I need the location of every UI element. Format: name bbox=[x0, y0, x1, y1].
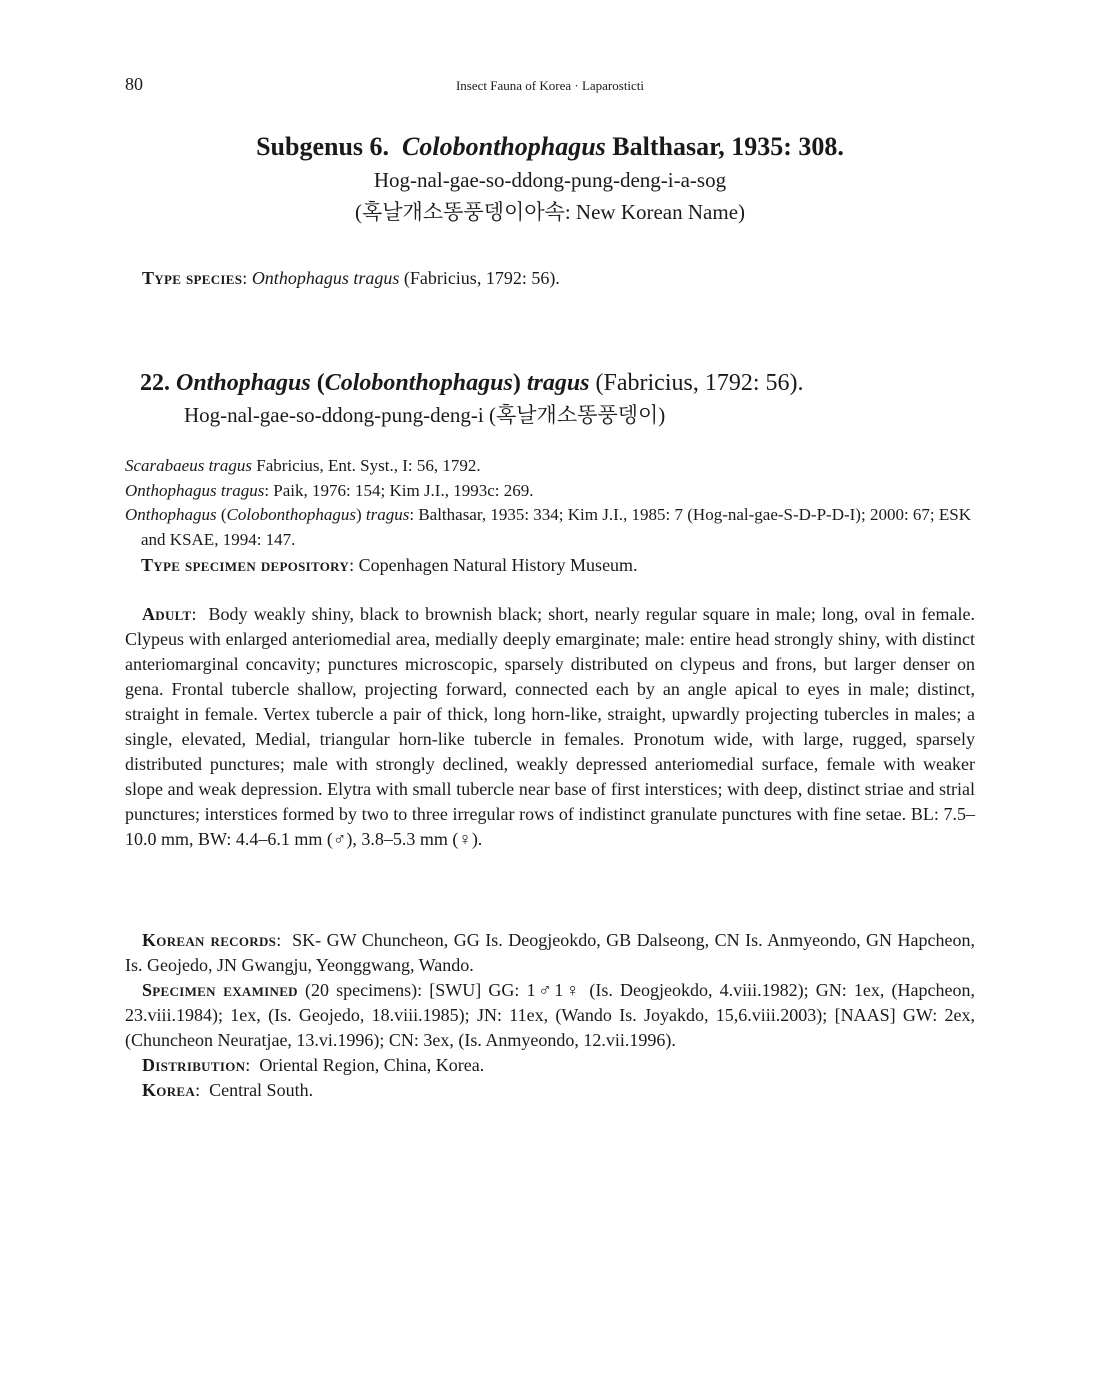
type-species-citation: (Fabricius, 1792: 56). bbox=[403, 268, 560, 288]
species-number: 22. bbox=[140, 370, 170, 396]
synonym-name: Scarabaeus tragus bbox=[125, 456, 253, 475]
specimens-examined bbox=[125, 978, 975, 1053]
species-heading bbox=[140, 366, 804, 430]
korean-records-text: SK- GW Chuncheon, GG Is. Deogjeokdo, GB Dalseong, CN Is. Anmyeondo, GN Hapcheon, Is. Geojedo, JN Gwangju, Yeonggwang, Wando. bbox=[125, 930, 975, 975]
species-title: 22. Onthophagus (Colobonthophagus) tragus (Fabricius, 1792: 56). bbox=[140, 370, 804, 396]
species-epithet: tragus bbox=[526, 370, 590, 396]
synonym-epithet: tragus bbox=[365, 505, 410, 524]
korea-text: Central South. bbox=[209, 1080, 314, 1100]
subgenus-romanized-name: Hog-nal-gae-so-ddong-pung-deng-i-a-sog bbox=[373, 168, 727, 192]
type-species-name: Onthophagus tragus bbox=[251, 268, 400, 288]
page-number: 80 bbox=[125, 74, 143, 94]
synonym-name: Onthophagus tragus bbox=[125, 480, 265, 500]
subgenus-heading bbox=[0, 130, 1100, 228]
distribution-label: Distribution bbox=[142, 1055, 246, 1075]
synonym-citation: : Paik, 1976: 154; Kim J.I., 1993c: 269. bbox=[264, 480, 534, 500]
running-title: Insect Fauna of Korea · Laparosticti bbox=[455, 78, 645, 93]
specimens-examined-text: (20 specimens): [SWU] GG: 1♂1♀ (Is. Deogjeokdo, 4.viii.1982); GN: 1ex, (Hapcheon, 23.viii.1984); 1ex, (Is. Geojedo, 18.viii.1985); JN: 11ex, (Wando Is. Joyakdo, 15,6.viii.2003); [NAAS] GW: 2ex, (Chuncheon Neuratjae, 13.vi.1996); CN: 3ex, (Is. Anmyeondo, 12.vii.1996). bbox=[125, 980, 975, 1050]
synonym-genus: Onthophagus bbox=[125, 505, 217, 524]
synonym-entry bbox=[125, 454, 975, 479]
korea-range: Korea: Central South. bbox=[142, 1080, 314, 1100]
species-subgenus: Colobonthophagus bbox=[324, 370, 513, 396]
subgenus-prefix: Subgenus 6. bbox=[256, 132, 390, 161]
type-species-line: Type species: Onthophagus tragus (Fabricius, 1792: 56). bbox=[142, 268, 560, 288]
adult-text: Body weakly shiny, black to brownish black; short, nearly regular square in male; long, oval in female. Clypeus with enlarged anteriomedial area, medially deeply emarginate; male: entire head strongly shiny, with distinct anteriomarginal concavity; punctures microscopic, sparsely distributed on clypeus and frons, but larger denser on gena. Frontal tubercle shallow, projecting forward, connected each by an angle apical to eyes in male; distinct, straight in female. Vertex tubercle a pair of thick, long horn-like, straight, upwardly projecting tubercles in males; a single, elevated, Medial, triangular horn-like tubercle in females. Pronotum wide, with large, rugged, sparsely distributed punctures; male with strongly declined, weakly depressed anteriomedial surface, female with weaker slope and weak depression. Elytra with small tubercle near base of first interstices; with deep, distinct striae and strial punctures; interstices formed by two to three irregular rows of indistinct granulate punctures with fine setae. BL: 7.5–10.0 mm, BW: 4.4–6.1 mm (♂), 3.8–5.3 mm (♀). bbox=[125, 604, 975, 849]
korean-records-label: Korean records bbox=[142, 930, 277, 950]
depository-label: Type specimen depository bbox=[141, 555, 350, 575]
species-genus: Onthophagus bbox=[176, 370, 311, 396]
adult-label: Adult bbox=[142, 604, 192, 624]
synonym-citation: Fabricius, Ent. Syst., I: 56, 1792. bbox=[252, 456, 481, 475]
type-species-label: Type species bbox=[142, 268, 243, 288]
species-author: (Fabricius, 1792: 56). bbox=[595, 370, 804, 396]
synonym-entry: Onthophagus (Colobonthophagus) tragus: Balthasar, 1935: 334; Kim J.I., 1985: 7 (Hog-nal-gae-S-D-P-D-I); 2000: 67; ESK and KSAE, 1994: 147. bbox=[125, 505, 971, 549]
specimens-examined-label: Specimen examined bbox=[142, 980, 298, 1000]
synonym-subgenus: Colobonthophagus bbox=[226, 505, 356, 524]
subgenus-title bbox=[0, 130, 1100, 164]
subgenus-korean-name: (혹날개소똥풍뎅이아속: New Korean Name) bbox=[354, 200, 746, 224]
depository-value: Copenhagen Natural History Museum. bbox=[358, 555, 638, 575]
adult-description: Adult: Body weakly shiny, black to brownish black; short, nearly regular square in male; long, oval in female. Clypeus with enlarged anteriomedial area, medially deeply emarginate; male: entire head strongly shiny, with distinct anteriomarginal concavity; punctures microscopic, sparsely distributed on clypeus and frons, but larger denser on gena. Frontal tubercle shallow, projecting forward, connected each by an angle apical to eyes in male; distinct, straight in female. Vertex tubercle a pair of thick, long horn-like, straight, upwardly projecting tubercles in males; a single, elevated, Medial, triangular horn-like tubercle in females. Pronotum wide, with large, rugged, sparsely distributed punctures; male with strongly declined, weakly depressed anteriomedial surface, female with weaker slope and weak depression. Elytra with small tubercle near base of first interstices; with deep, distinct striae and strial punctures; interstices formed by two to three irregular rows of indistinct granulate punctures with fine setae. BL: 7.5–10.0 mm, BW: 4.4–6.1 mm (♂), 3.8–5.3 mm (♀). bbox=[125, 604, 975, 849]
species-vernacular-name: Hog-nal-gae-so-ddong-pung-deng-i (혹날개소똥풍뎅이) bbox=[184, 403, 666, 427]
distribution: Distribution: Oriental Region, China, Korea. bbox=[142, 1055, 485, 1075]
synonym-citation: : Balthasar, 1935: 334; Kim J.I., 1985: 7 (Hog-nal-gae-S-D-P-D-I); 2000: 67; ESK and KSAE, 1994: 147. bbox=[141, 505, 971, 549]
synonym-entry bbox=[125, 479, 975, 504]
type-depository-line: Type specimen depository: Copenhagen Natural History Museum. bbox=[141, 555, 638, 575]
distribution-text: Oriental Region, China, Korea. bbox=[259, 1055, 485, 1075]
korea-label: Korea bbox=[142, 1080, 196, 1100]
subgenus-name: Colobonthophagus bbox=[402, 132, 606, 161]
synonymy-list bbox=[125, 454, 975, 578]
korean-records: Korean records: SK- GW Chuncheon, GG Is. Deogjeokdo, GB Dalseong, CN Is. Anmyeondo, GN Hapcheon, Is. Geojedo, JN Gwangju, Yeonggwang, Wando. bbox=[125, 930, 975, 975]
subgenus-author: Balthasar, 1935: 308. bbox=[612, 132, 844, 161]
records-section bbox=[125, 928, 975, 1103]
